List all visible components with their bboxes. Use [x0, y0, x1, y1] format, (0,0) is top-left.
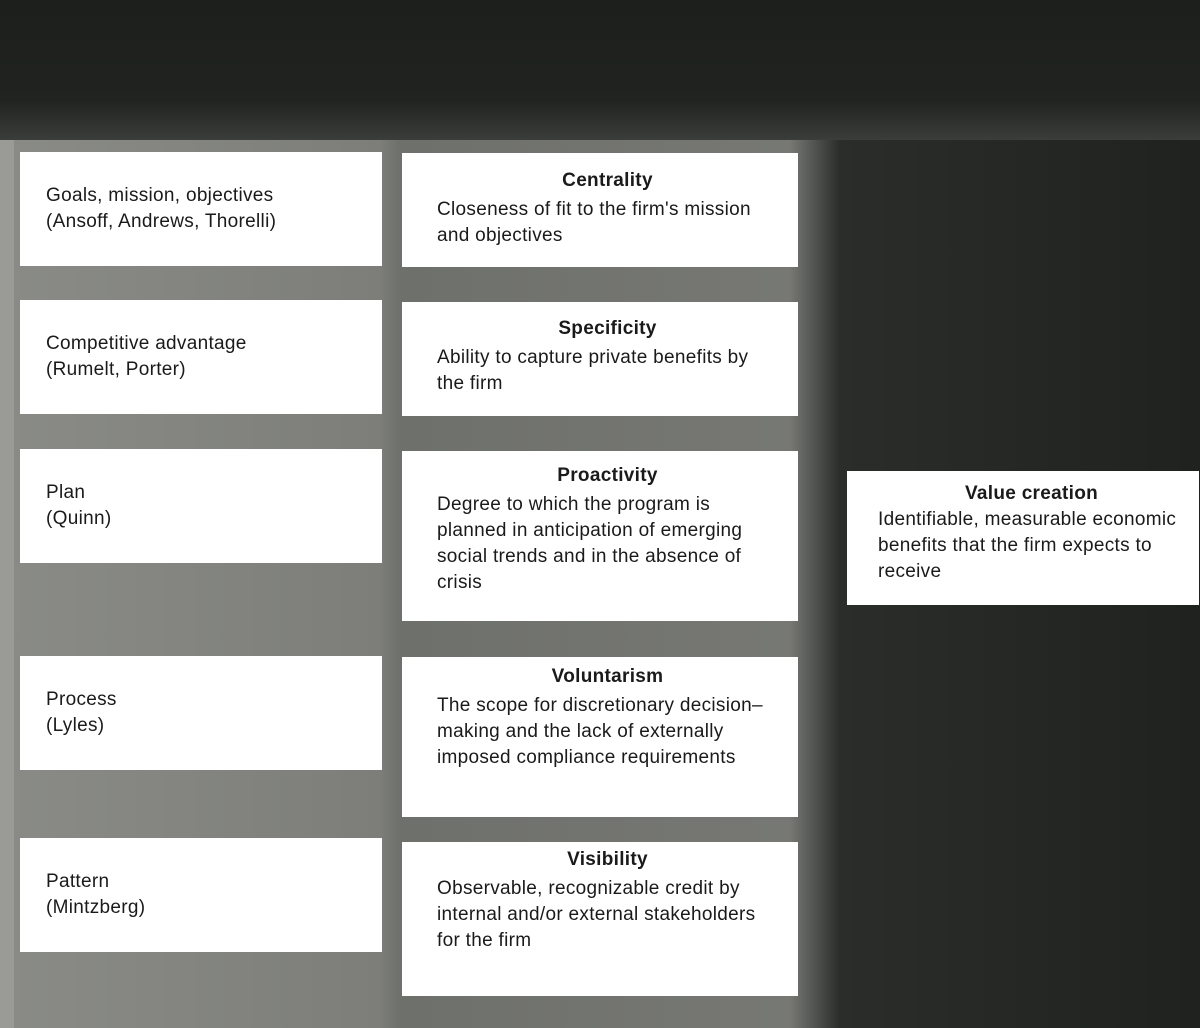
- dimension-box-voluntarism: [402, 657, 798, 817]
- left-edge-strip: [0, 140, 14, 1028]
- framework-authors: (Rumelt, Porter): [46, 359, 186, 380]
- framework-name: Goals, mission, objectives: [46, 185, 274, 206]
- framework-box-pattern: [20, 838, 382, 952]
- dimension-description: Observable, recognizable credit by internal and/or external stakeholders for the firm: [437, 878, 756, 951]
- framework-name: Process: [46, 689, 117, 710]
- framework-name: Pattern: [46, 871, 110, 892]
- framework-box-plan: [20, 449, 382, 563]
- framework-box-process: [20, 656, 382, 770]
- framework-authors: (Mintzberg): [46, 897, 146, 918]
- outcome-description: Identifiable, measurable economic benefits that the firm expects to receive: [878, 509, 1177, 582]
- dimension-title: Visibility: [567, 849, 648, 870]
- dimension-box-centrality: [402, 153, 798, 267]
- framework-box-goals: [20, 152, 382, 266]
- framework-authors: (Quinn): [46, 508, 112, 529]
- dimension-description: Degree to which the program is planned in anticipation of emerging social trends and in the absence of crisis: [437, 494, 743, 593]
- dimension-title: Centrality: [562, 170, 653, 191]
- dimension-title: Voluntarism: [551, 666, 664, 687]
- dimension-title: Specificity: [558, 318, 657, 339]
- dimension-title: Proactivity: [557, 465, 658, 486]
- top-dark-band: [0, 0, 1200, 140]
- framework-box-competitive-advantage: [20, 300, 382, 414]
- dimension-box-proactivity: [402, 451, 798, 621]
- dimension-description: The scope for discretionary decision–making and the lack of externally imposed compliance requirements: [437, 695, 763, 768]
- framework-authors: (Ansoff, Andrews, Thorelli): [46, 211, 277, 232]
- dimension-description: Ability to capture private benefits by the firm: [437, 347, 749, 394]
- outcome-box-value-creation: [847, 471, 1199, 605]
- framework-name: Competitive advantage: [46, 333, 247, 354]
- framework-authors: (Lyles): [46, 715, 105, 736]
- dimension-description: Closeness of fit to the firm's mission and objectives: [437, 199, 751, 246]
- dimension-box-specificity: [402, 302, 798, 416]
- outcome-title: Value creation: [964, 483, 1099, 504]
- dimension-box-visibility: [402, 842, 798, 996]
- framework-name: Plan: [46, 482, 86, 503]
